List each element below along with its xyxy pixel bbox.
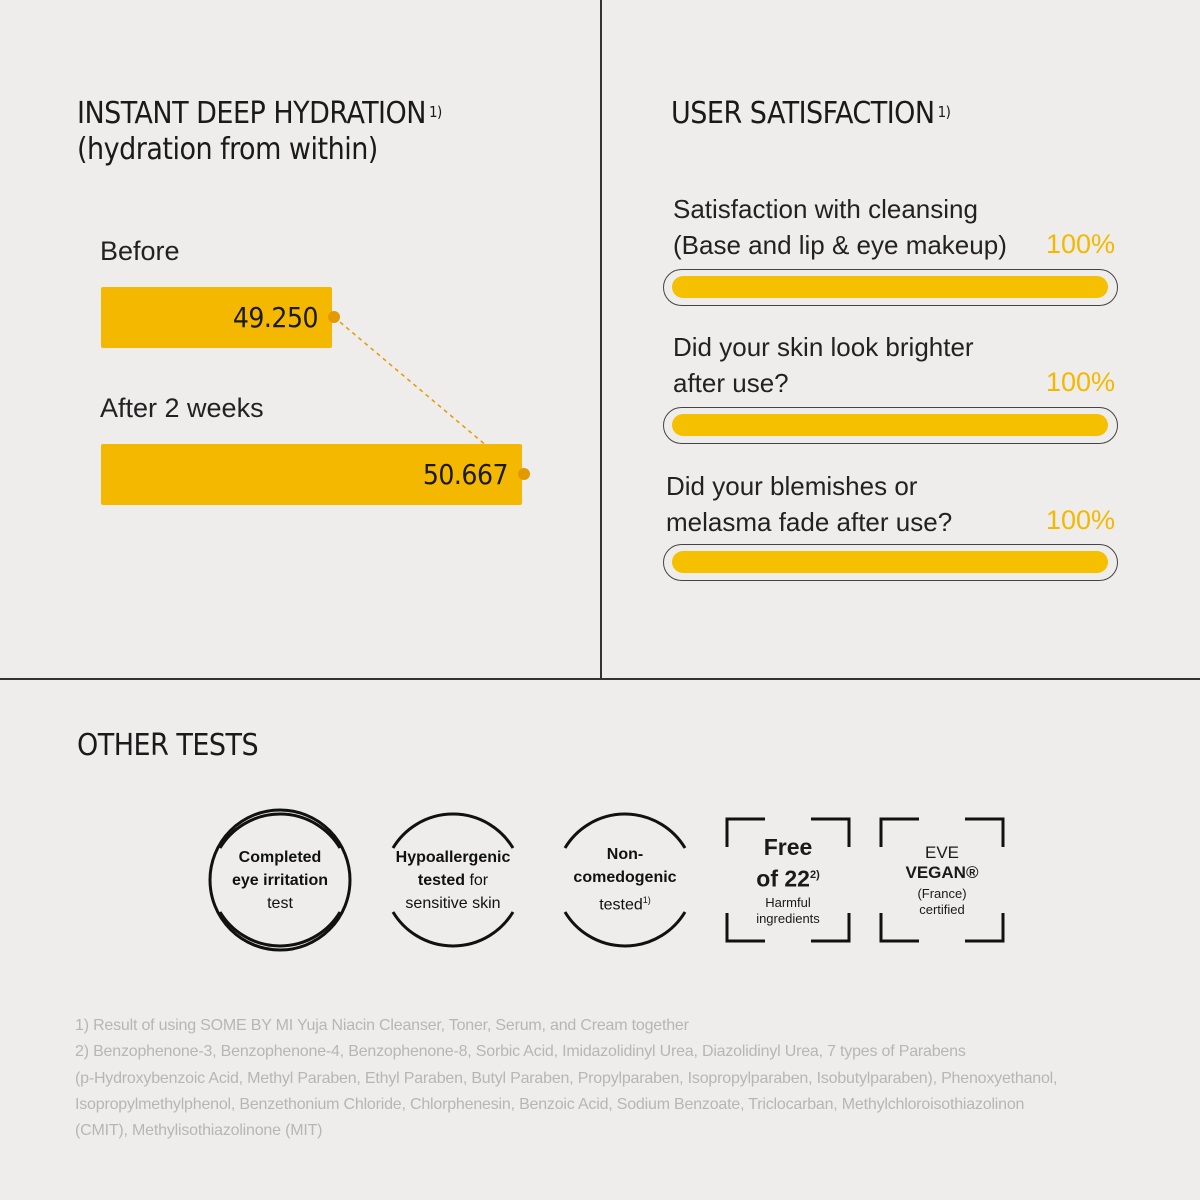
satisfaction-title-text: USER SATISFACTION (671, 96, 935, 131)
vegan-line1: EVE (924, 842, 960, 862)
badge1-line1: Completed (238, 848, 322, 866)
satisfaction-q1-percent: 100% (1046, 229, 1116, 259)
vegan-line4: certified (919, 901, 965, 917)
satisfaction-q1-fill (672, 276, 1108, 298)
vertical-divider (600, 0, 602, 679)
horizontal-divider (0, 678, 1200, 680)
badge2-line3: sensitive skin (405, 894, 501, 912)
after-dot (518, 468, 530, 480)
footnote-1: 1) Result of using SOME BY MI Yuja Niacin Cleanser, Toner, Serum, and Cream together (75, 1017, 689, 1034)
satisfaction-title-sup: 1) (937, 103, 951, 121)
badge3-line2: comedogenic (573, 869, 677, 887)
satisfaction-q3-percent: 100% (1046, 505, 1116, 535)
non-comedogenic-text (553, 808, 697, 952)
vegan-line2: VEGAN® (905, 862, 979, 882)
after-label: After 2 weeks (100, 393, 264, 423)
connector-line (0, 0, 600, 600)
free-line1: Free (763, 834, 813, 861)
free-line3: Harmful (765, 894, 811, 910)
badge2-line1: Hypoallergenic (395, 848, 511, 866)
vegan-line3: (France) (917, 885, 967, 901)
free-line2 (756, 861, 819, 893)
eve-vegan-badge (879, 817, 1005, 943)
satisfaction-q1-line2: (Base and lip & eye makeup) (673, 230, 1007, 260)
hypoallergenic-text (381, 808, 525, 952)
satisfaction-q1-track (663, 269, 1118, 306)
footnote-2-cont-b: Isopropylmethylphenol, Benzethonium Chloride, Chlorphenesin, Benzoic Acid, Sodium Benzoate, Triclocarban, Methylchloroisothiazolinon (75, 1095, 1025, 1113)
after-value: 50.667 (422, 458, 508, 491)
eye-irritation-badge (208, 808, 352, 952)
free-line4: ingredients (756, 910, 820, 926)
free-sup: 2) (809, 869, 820, 882)
badge1-line2: eye irritation (231, 871, 329, 889)
non-comedogenic-badge (553, 808, 697, 952)
badge3-line1: Non- (606, 846, 644, 864)
other-tests-title: OTHER TESTS (77, 728, 259, 763)
hydration-subtitle: (hydration from within) (77, 132, 378, 167)
satisfaction-q3-line1: Did your blemishes or (666, 471, 918, 501)
before-label: Before (100, 236, 180, 266)
badge1-line3: test (267, 894, 293, 912)
badge3-sup: 1) (642, 895, 651, 906)
badge2-line2a: tested (417, 871, 465, 889)
satisfaction-q2-track (663, 407, 1118, 444)
satisfaction-q3-line2: melasma fade after use? (666, 507, 953, 537)
satisfaction-q2-line2: after use? (673, 368, 789, 398)
satisfaction-q3-track (663, 544, 1118, 581)
satisfaction-q2-line1: Did your skin look brighter (673, 332, 974, 362)
footnotes (75, 1013, 1175, 1144)
free-of-22-text (725, 817, 851, 943)
badge3-line3-text: tested (599, 896, 643, 914)
hydration-title-line1: INSTANT DEEP HYDRATION (77, 96, 426, 131)
badge3-line3 (599, 889, 651, 916)
satisfaction-title (671, 96, 950, 132)
eve-vegan-text (879, 817, 1005, 943)
satisfaction-q2-fill (672, 414, 1108, 436)
satisfaction-q2-percent: 100% (1046, 367, 1116, 397)
hypoallergenic-badge (381, 808, 525, 952)
satisfaction-q1-line1: Satisfaction with cleansing (673, 194, 978, 224)
free-of-22-badge (725, 817, 851, 943)
hydration-title-sup: 1) (428, 103, 442, 121)
badge2-line2b: for (465, 871, 489, 889)
satisfaction-q3-fill (672, 551, 1108, 573)
free-line2-text: of 22 (756, 865, 810, 892)
badge2-line2 (418, 869, 488, 892)
after-bar (101, 444, 522, 505)
footnote-2-cont-c: (CMIT), Methylisothiazolinone (MIT) (75, 1122, 323, 1140)
before-value: 49.250 (232, 301, 318, 334)
footnote-2: 2) Benzophenone-3, Benzophenone-4, Benzophenone-8, Sorbic Acid, Imidazolidinyl Urea, Diazolidinyl Urea, 7 types of Parabens (75, 1043, 966, 1061)
footnote-2-cont-a: (p-Hydroxybenzoic Acid, Methyl Paraben, Ethyl Paraben, Butyl Paraben, Propylparaben, Isopropylparaben, Isobutylparaben), Phenoxyethanol, (75, 1069, 1058, 1087)
eye-irritation-text (208, 808, 352, 952)
